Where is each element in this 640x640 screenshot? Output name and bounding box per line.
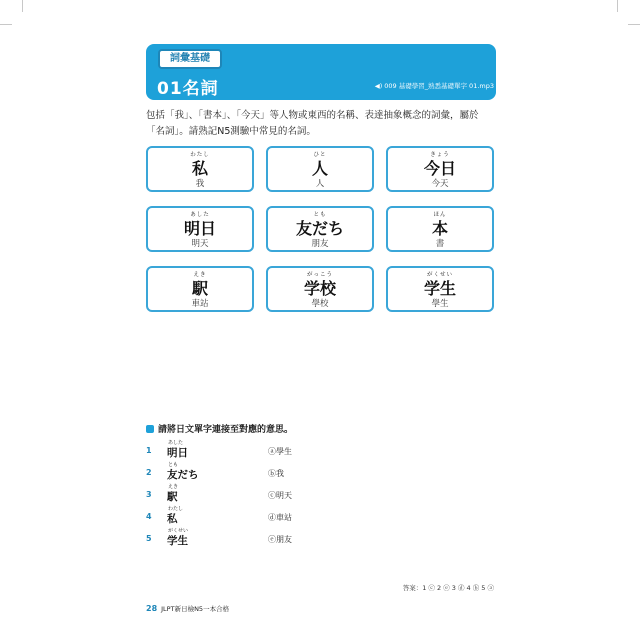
vocab-word: 明日 xyxy=(183,219,216,238)
exercise-item xyxy=(146,440,396,460)
exercise-option: ⓓ車站 xyxy=(268,513,292,522)
answer-key: 答案：1 ⓒ 2 ⓔ 3 ⓓ 4 ⓑ 5 ⓐ xyxy=(402,584,494,592)
audio-filename: 009 基礎學習_熟悉基礎單字 01.mp3 xyxy=(384,82,494,90)
vocab-card xyxy=(386,146,494,192)
crop-mark xyxy=(617,0,626,12)
vocab-furigana: きょう xyxy=(430,152,450,158)
vocab-word: 人 xyxy=(311,159,328,178)
exercise-number: 3 xyxy=(146,490,152,499)
exercise-instruction: 請將日文單字連接至對應的意思。 xyxy=(158,425,294,435)
exercise-word: 友だち xyxy=(167,469,199,481)
intro-text: 包括「我」、「書本」、「今天」等人物或東西的名稱、表達抽象概念的詞彙，屬於「名詞」。請熟記N5測驗中常見的名詞。 xyxy=(146,110,479,137)
audio-track[interactable] xyxy=(375,81,494,90)
exercise-furigana: あした xyxy=(168,440,184,446)
bullet-square-icon xyxy=(146,425,154,433)
vocab-furigana: えき xyxy=(193,272,207,278)
crop-mark xyxy=(14,0,23,12)
crop-mark xyxy=(0,16,12,25)
vocab-word: 本 xyxy=(431,219,448,238)
exercise-furigana: がくせい xyxy=(168,528,189,534)
exercise-word: 明日 xyxy=(167,447,188,459)
vocab-card xyxy=(146,266,254,312)
exercise-word: 私 xyxy=(167,513,178,525)
vocab-furigana: とも xyxy=(313,212,327,218)
page-footer xyxy=(146,604,229,613)
exercise-number: 5 xyxy=(146,534,152,543)
vocab-card xyxy=(266,206,374,252)
exercise-number: 1 xyxy=(146,446,152,455)
vocab-furigana: わたし xyxy=(190,152,210,158)
exercise-number: 2 xyxy=(146,468,152,477)
exercise-option: ⓔ朋友 xyxy=(268,535,292,544)
exercise-furigana: とも xyxy=(168,462,179,468)
vocab-meaning: 我 xyxy=(195,179,205,189)
vocab-word: 駅 xyxy=(191,279,208,298)
vocab-word: 私 xyxy=(191,159,208,178)
vocab-card xyxy=(386,266,494,312)
vocab-card xyxy=(146,146,254,192)
exercise-word: 学生 xyxy=(167,535,188,547)
vocab-meaning: 人 xyxy=(315,179,325,189)
vocab-card xyxy=(266,146,374,192)
section-tag: 詞彙基礎 xyxy=(158,49,222,69)
exercise-furigana: わたし xyxy=(168,506,184,512)
exercise-option: ⓒ明天 xyxy=(268,491,292,500)
vocab-card xyxy=(266,266,374,312)
exercise-item xyxy=(146,484,396,504)
speaker-icon: ◀) xyxy=(374,82,383,90)
exercise-number: 4 xyxy=(146,512,152,521)
vocab-meaning: 學生 xyxy=(431,299,449,309)
exercise-item xyxy=(146,462,396,482)
exercise-option: ⓑ我 xyxy=(268,469,284,478)
vocab-furigana: ひと xyxy=(313,152,327,158)
vocab-meaning: 書 xyxy=(435,239,445,249)
vocab-card xyxy=(146,206,254,252)
vocab-meaning: 今天 xyxy=(431,179,449,189)
vocab-furigana: がっこう xyxy=(306,272,333,278)
vocab-meaning: 明天 xyxy=(191,239,209,249)
page-number: 28 xyxy=(146,604,158,613)
exercise-item xyxy=(146,528,396,548)
vocab-meaning: 學校 xyxy=(311,299,329,309)
vocab-word: 学校 xyxy=(303,279,336,298)
vocab-meaning: 朋友 xyxy=(311,239,329,249)
vocab-word: 友だち xyxy=(295,219,344,238)
vocab-furigana: がくせい xyxy=(426,272,453,278)
section-title: 01名詞 xyxy=(157,79,219,99)
exercise-heading xyxy=(146,422,293,435)
exercise-furigana: えき xyxy=(168,484,179,490)
exercise-word: 駅 xyxy=(167,491,178,503)
vocab-meaning: 車站 xyxy=(191,299,209,309)
book-title: JLPT新日檢N5一本合格 xyxy=(161,605,230,613)
vocab-word: 今日 xyxy=(423,159,456,178)
exercise-option: ⓐ學生 xyxy=(268,447,292,456)
vocab-word: 学生 xyxy=(423,279,456,298)
exercise-item xyxy=(146,506,396,526)
crop-mark xyxy=(628,16,640,25)
vocab-furigana: ほん xyxy=(433,212,447,218)
vocab-furigana: あした xyxy=(190,212,210,218)
vocab-card xyxy=(386,206,494,252)
